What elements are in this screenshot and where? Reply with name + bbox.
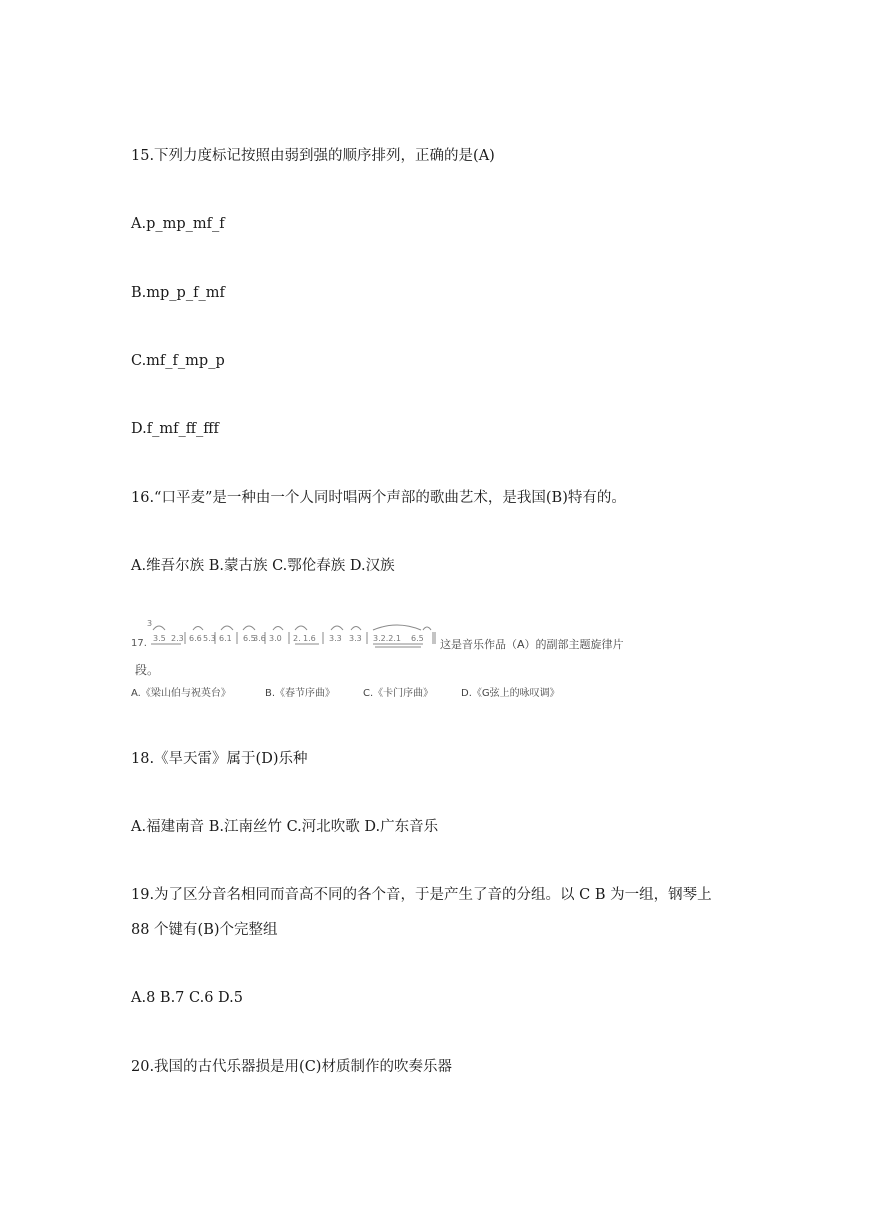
melody-notation-image (145, 616, 437, 656)
question-17-option-b: B.《春节序曲》 (265, 688, 336, 699)
question-15-option-a: A.p_mp_mf_f (131, 216, 225, 232)
question-16-stem: 16.“口平麦”是一种由一个人同时唱两个声部的歌曲艺术，是我国(B)特有的。 (131, 490, 626, 506)
question-15-option-c: C.mf_f_mp_p (131, 353, 225, 369)
question-15-stem: 15.下列力度标记按照由弱到强的顺序排列，正确的是(A) (131, 148, 495, 164)
question-17-image (131, 616, 624, 708)
svg-text:3.0: 3.0 (269, 634, 282, 643)
svg-text:6.5: 6.5 (243, 634, 256, 643)
question-17-option-d: D.《G弦上的咏叹调》 (461, 688, 560, 699)
question-17-stem-continued: 段。 (135, 663, 160, 677)
svg-text:3.3: 3.3 (349, 634, 362, 643)
svg-text:5.3: 5.3 (203, 634, 216, 643)
svg-text:6.6: 6.6 (189, 634, 202, 643)
question-19-options: A.8 B.7 C.6 D.5 (131, 990, 243, 1006)
question-17-options (131, 684, 560, 699)
question-18-stem: 18.《旱天雷》属于(D)乐种 (131, 751, 308, 767)
question-15-option-b: B.mp_p_f_mf (131, 285, 225, 301)
question-19-stem-line1: 19.为了区分音名相同而音高不同的各个音，于是产生了音的分组。以 C B 为一组，钢琴上 (131, 887, 712, 903)
svg-text:2.3: 2.3 (171, 634, 184, 643)
svg-text:3.6: 3.6 (253, 634, 266, 643)
svg-text:6.5: 6.5 (411, 634, 424, 643)
question-18-options: A.福建南音 B.江南丝竹 C.河北吹歌 D.广东音乐 (131, 819, 439, 835)
question-17-stem: 这是音乐作品（A）的副部主题旋律片 (440, 638, 624, 651)
question-16-options: A.维吾尔族 B.蒙古族 C.鄂伦春族 D.汉族 (131, 558, 395, 574)
svg-text:3.5: 3.5 (153, 634, 166, 643)
question-17-option-a: A.《梁山伯与祝英台》 (131, 688, 231, 699)
svg-text:2.: 2. (293, 634, 301, 643)
question-17-number: 17. (131, 638, 147, 649)
svg-text:3.2.2.1: 3.2.2.1 (373, 634, 401, 643)
svg-text:3: 3 (147, 619, 153, 628)
question-15-option-d: D.f_mf_ff_fff (131, 421, 219, 437)
question-19-stem-line2: 88 个键有(B)个完整组 (131, 922, 278, 938)
svg-text:6.1: 6.1 (219, 634, 232, 643)
svg-text:1.6: 1.6 (303, 634, 316, 643)
svg-text:3.3: 3.3 (329, 634, 342, 643)
question-20-stem: 20.我国的古代乐器损是用(C)材质制作的吹奏乐器 (131, 1059, 452, 1075)
question-17-option-c: C.《卡门序曲》 (363, 688, 434, 699)
